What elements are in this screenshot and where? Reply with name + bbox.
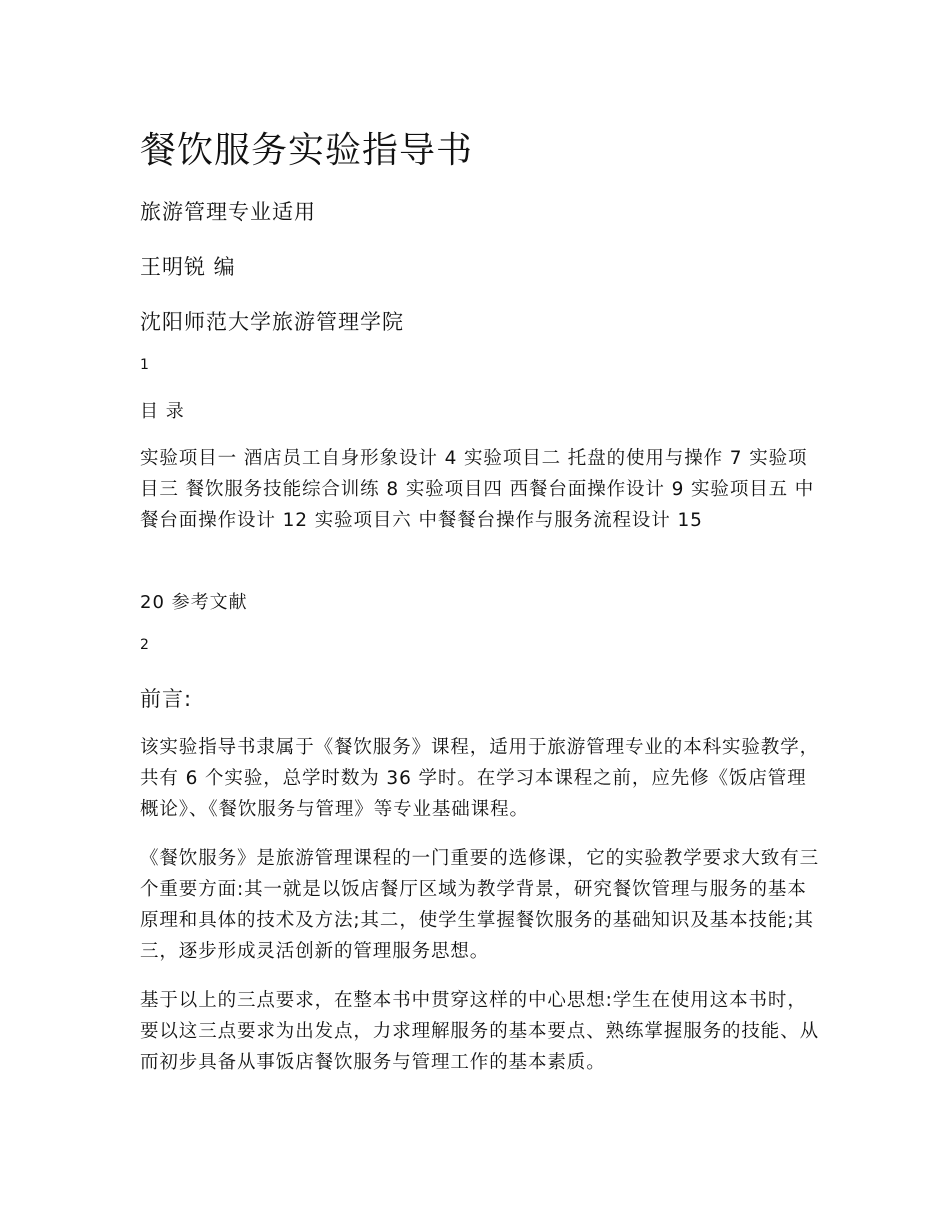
editor-line: 王明锐 编 — [140, 255, 236, 279]
preface-paragraph: 该实验指导书隶属于《餐饮服务》课程，适用于旅游管理专业的本科实验教学，共有 6 个实验，总学时数为 36 学时。在学习本课程之前，应先修《饭店管理概论》、《餐饮服务与管理》等专业基础课程。 — [140, 737, 820, 820]
applicability-line: 旅游管理专业适用 — [140, 200, 316, 224]
preface-heading: 前言: — [140, 687, 193, 711]
toc-heading: 目 录 — [140, 401, 185, 422]
page-number: 1 — [140, 357, 149, 373]
page-number: 2 — [140, 637, 149, 653]
institution-line: 沈阳师范大学旅游管理学院 — [140, 310, 404, 334]
document-title: 餐饮服务实验指导书 — [140, 130, 474, 171]
preface-paragraph: 《餐饮服务》是旅游管理课程的一门重要的选修课，它的实验教学要求大致有三个重要方面:其一就是以饭店餐厅区域为教学背景，研究餐饮管理与服务的基本原理和具体的技术及方法;其二，使学生掌握餐饮服务的基础知识及基本技能;其三，逐步形成灵活创新的管理服务思想。 — [140, 848, 820, 962]
preface-paragraph: 基于以上的三点要求，在整本书中贯穿这样的中心思想:学生在使用这本书时，要以这三点要求为出发点，力求理解服务的基本要点、熟练掌握服务的技能、从而初步具备从事饭店餐饮服务与管理工作的基本素质。 — [140, 990, 820, 1073]
toc-references: 20 参考文献 — [140, 592, 248, 613]
toc-entries: 实验项目一 酒店员工自身形象设计 4 实验项目二 托盘的使用与操作 7 实验项目三 餐饮服务技能综合训练 8 实验项目四 西餐台面操作设计 9 实验项目五 中餐台面操作设计 12 实验项目六 中餐餐台操作与服务流程设计 15 — [140, 448, 815, 531]
